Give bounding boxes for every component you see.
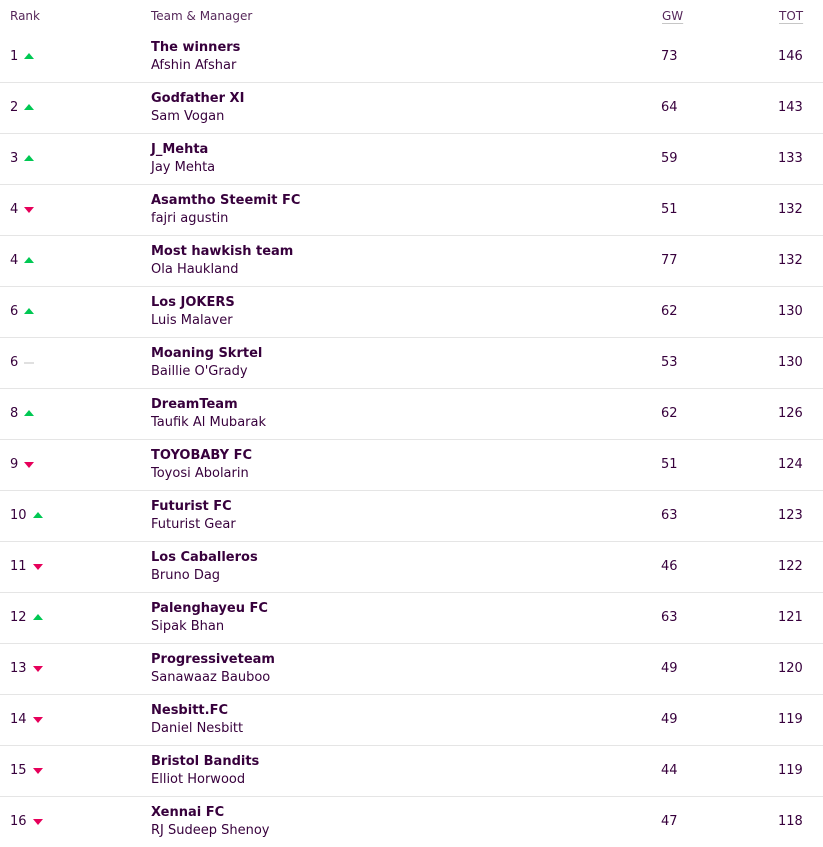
rank-value: 16 <box>10 814 27 829</box>
team-name-link[interactable]: Xennai FC <box>151 805 225 820</box>
manager-name: RJ Sudeep Shenoy <box>151 823 270 838</box>
gameweek-points: 73 <box>661 49 678 64</box>
manager-name: Sam Vogan <box>151 109 225 124</box>
table-row[interactable] <box>0 797 823 847</box>
table-row[interactable] <box>0 644 823 695</box>
table-row[interactable] <box>0 746 823 797</box>
table-row[interactable] <box>0 32 823 83</box>
total-points: 123 <box>778 508 803 523</box>
rank-value: 2 <box>10 100 19 115</box>
team-name-link[interactable]: Bristol Bandits <box>151 754 260 769</box>
rank-unchanged-icon <box>24 362 34 364</box>
gameweek-column-header[interactable]: GW <box>662 9 684 23</box>
rank-value: 11 <box>10 559 27 574</box>
gameweek-points: 51 <box>661 202 678 217</box>
manager-name: Futurist Gear <box>151 517 236 532</box>
manager-name: Jay Mehta <box>151 160 216 175</box>
team-name-link[interactable]: J_Mehta <box>151 142 209 157</box>
team-name-link[interactable]: Los JOKERS <box>151 295 235 310</box>
manager-name: Sanawaaz Bauboo <box>151 670 271 685</box>
gameweek-points: 77 <box>661 253 678 268</box>
rank-up-arrow-icon <box>33 614 43 620</box>
team-name-link[interactable]: Most hawkish team <box>151 244 294 259</box>
rank-value: 4 <box>10 202 19 217</box>
rank-value: 3 <box>10 151 19 166</box>
rank-value: 1 <box>10 49 19 64</box>
rank-up-arrow-icon <box>24 308 34 314</box>
total-points: 119 <box>778 712 803 727</box>
manager-name: Luis Malaver <box>151 313 233 328</box>
rank-value: 13 <box>10 661 27 676</box>
team-name-link[interactable]: Palenghayeu FC <box>151 601 268 616</box>
rank-value: 9 <box>10 457 19 472</box>
gameweek-points: 62 <box>661 304 678 319</box>
total-points: 122 <box>778 559 803 574</box>
team-name-link[interactable]: TOYOBABY FC <box>151 448 252 463</box>
table-row[interactable] <box>0 440 823 491</box>
team-name-link[interactable]: Godfather XI <box>151 91 245 106</box>
total-points: 121 <box>778 610 803 625</box>
rank-value: 6 <box>10 355 19 370</box>
gameweek-points: 62 <box>661 406 678 421</box>
team-manager-column-header: Team & Manager <box>151 9 253 23</box>
rank-down-arrow-icon <box>24 207 34 213</box>
gameweek-points: 44 <box>661 763 678 778</box>
rank-up-arrow-icon <box>24 257 34 263</box>
rank-up-arrow-icon <box>24 53 34 59</box>
manager-name: Daniel Nesbitt <box>151 721 244 736</box>
gameweek-points: 59 <box>661 151 678 166</box>
rank-down-arrow-icon <box>33 564 43 570</box>
rank-value: 14 <box>10 712 27 727</box>
total-points: 133 <box>778 151 803 166</box>
table-row[interactable] <box>0 695 823 746</box>
table-row[interactable] <box>0 338 823 389</box>
total-points: 146 <box>778 49 803 64</box>
rank-value: 15 <box>10 763 27 778</box>
table-row[interactable] <box>0 593 823 644</box>
rank-value: 10 <box>10 508 27 523</box>
rank-value: 8 <box>10 406 19 421</box>
rank-value: 12 <box>10 610 27 625</box>
total-points: 130 <box>778 304 803 319</box>
team-name-link[interactable]: Futurist FC <box>151 499 232 514</box>
team-name-link[interactable]: Nesbitt.FC <box>151 703 228 718</box>
manager-name: Toyosi Abolarin <box>151 466 249 481</box>
total-points: 120 <box>778 661 803 676</box>
table-header <box>0 0 823 32</box>
manager-name: fajri agustin <box>151 211 229 226</box>
table-row[interactable] <box>0 491 823 542</box>
rank-up-arrow-icon <box>24 104 34 110</box>
manager-name: Afshin Afshar <box>151 58 237 73</box>
table-row[interactable] <box>0 185 823 236</box>
table-row[interactable] <box>0 389 823 440</box>
rank-value: 4 <box>10 253 19 268</box>
gameweek-points: 49 <box>661 712 678 727</box>
table-row[interactable] <box>0 83 823 134</box>
table-row[interactable] <box>0 287 823 338</box>
rank-down-arrow-icon <box>33 717 43 723</box>
gameweek-points: 51 <box>661 457 678 472</box>
total-column-header[interactable]: TOT <box>779 9 804 23</box>
table-row[interactable] <box>0 134 823 185</box>
gameweek-points: 46 <box>661 559 678 574</box>
total-points: 130 <box>778 355 803 370</box>
team-name-link[interactable]: Los Caballeros <box>151 550 258 565</box>
gameweek-points: 63 <box>661 508 678 523</box>
team-name-link[interactable]: Moaning Skrtel <box>151 346 263 361</box>
manager-name: Taufik Al Mubarak <box>151 415 266 430</box>
rank-down-arrow-icon <box>33 666 43 672</box>
gameweek-points: 53 <box>661 355 678 370</box>
manager-name: Elliot Horwood <box>151 772 246 787</box>
rank-down-arrow-icon <box>33 819 43 825</box>
rank-up-arrow-icon <box>24 155 34 161</box>
team-name-link[interactable]: DreamTeam <box>151 397 238 412</box>
total-points: 119 <box>778 763 803 778</box>
total-points: 132 <box>778 253 803 268</box>
table-body <box>0 32 823 847</box>
table-row[interactable] <box>0 542 823 593</box>
team-name-link[interactable]: Progressiveteam <box>151 652 275 667</box>
rank-up-arrow-icon <box>33 512 43 518</box>
total-points: 132 <box>778 202 803 217</box>
gameweek-points: 47 <box>661 814 678 829</box>
total-points: 143 <box>778 100 803 115</box>
rank-down-arrow-icon <box>33 768 43 774</box>
manager-name: Bruno Dag <box>151 568 221 583</box>
gameweek-points: 49 <box>661 661 678 676</box>
manager-name: Baillie O'Grady <box>151 364 248 379</box>
gameweek-points: 63 <box>661 610 678 625</box>
team-name-link[interactable]: The winners <box>151 40 241 55</box>
team-name-link[interactable]: Asamtho Steemit FC <box>151 193 301 208</box>
manager-name: Ola Haukland <box>151 262 239 277</box>
rank-up-arrow-icon <box>24 410 34 416</box>
table-row[interactable] <box>0 236 823 287</box>
total-points: 126 <box>778 406 803 421</box>
gameweek-points: 64 <box>661 100 678 115</box>
manager-name: Sipak Bhan <box>151 619 225 634</box>
total-points: 118 <box>778 814 803 829</box>
total-points: 124 <box>778 457 803 472</box>
rank-down-arrow-icon <box>24 462 34 468</box>
rank-value: 6 <box>10 304 19 319</box>
rank-column-header: Rank <box>10 9 40 23</box>
